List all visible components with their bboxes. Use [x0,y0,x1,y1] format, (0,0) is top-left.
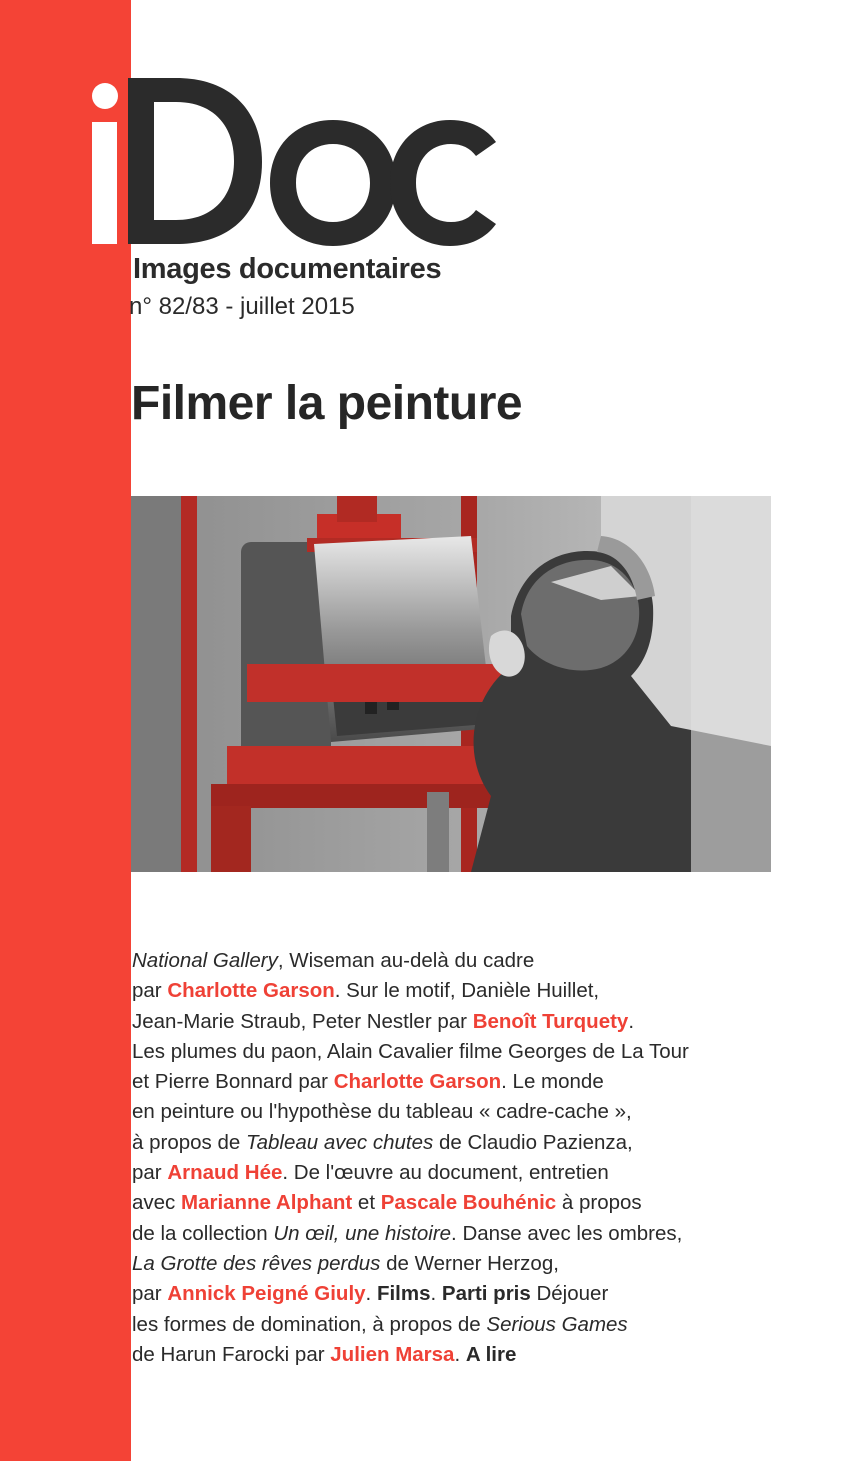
idoc-logo [84,70,504,260]
theme-title: Filmer la peinture [131,377,523,430]
summary-text: de la collection [132,1221,274,1245]
table-of-contents [132,946,852,1370]
summary-line [132,1007,852,1037]
work-title: Serious Games [486,1312,628,1336]
magazine-subtitle: Images documentaires [133,253,442,285]
summary-line [132,1279,852,1309]
summary-text: , Wiseman au-delà du cadre [277,949,535,972]
author-name: Julien Marsa [330,1342,455,1366]
summary-line [132,1219,852,1249]
work-title: Tableau avec chutes [245,1130,434,1154]
summary-text: de Claudio Pazienza, [433,1130,633,1154]
summary-text: Déjouer [530,1282,609,1306]
section-label: Films [376,1282,431,1306]
summary-line [132,976,852,1006]
summary-text: par [132,979,168,1003]
work-title: La Grotte des rêves perdus [132,1251,381,1275]
summary-line [132,946,852,976]
author-name: Charlotte Garson [167,979,335,1003]
summary-text: les formes de domination, à propos de [132,1312,487,1336]
summary-text: . Le monde [501,1070,604,1094]
section-label: Parti pris [441,1282,531,1306]
summary-text: . [628,1009,635,1033]
cover-photo-easel [131,496,771,872]
summary-text: Jean-Marie Straub, Peter Nestler par [132,1009,473,1033]
issue-number: n° 82/83 - juillet 2015 [129,293,355,320]
summary-text: en peinture ou l'hypothèse du tableau « cadre-cache », [132,1100,632,1124]
summary-text: et [352,1191,381,1215]
section-label: A lire [465,1342,517,1366]
summary-line [132,1037,852,1067]
summary-line [132,1097,852,1127]
summary-line [132,1310,852,1340]
author-name: Pascale Bouhénic [380,1191,557,1215]
summary-line [132,1067,852,1097]
work-title: National Gallery [132,949,278,972]
author-name: Marianne Alphant [181,1191,353,1215]
summary-line [132,1340,852,1370]
summary-text: . De l'œuvre au document, entretien [282,1161,609,1185]
work-title: Un œil, une histoire [273,1221,452,1245]
summary-text: et Pierre Bonnard par [132,1070,334,1094]
author-name: Charlotte Garson [333,1070,502,1094]
summary-text: . Danse avec les ombres, [451,1221,683,1245]
author-name: Arnaud Hée [167,1161,283,1185]
summary-line [132,1249,852,1279]
summary-text: à propos [556,1191,642,1215]
summary-line [132,1188,852,1218]
summary-text: avec [132,1191,181,1215]
summary-text: à propos de [132,1130,246,1154]
summary-text: par [132,1161,168,1185]
summary-text: de Werner Herzog, [380,1251,559,1275]
summary-text: . Sur le motif, Danièle Huillet, [334,979,600,1003]
summary-text: Les plumes du paon, Alain Cavalier filme Georges de La Tour [132,1039,689,1063]
summary-text: . [454,1342,466,1366]
author-name: Benoît Turquety [472,1009,629,1033]
summary-text: de Harun Farocki par [132,1342,331,1366]
summary-text: . [430,1282,442,1306]
author-name: Annick Peigné Giuly [167,1282,366,1306]
summary-text: . [365,1282,377,1306]
summary-line [132,1158,852,1188]
summary-line [132,1128,852,1158]
summary-text: par [132,1282,168,1306]
